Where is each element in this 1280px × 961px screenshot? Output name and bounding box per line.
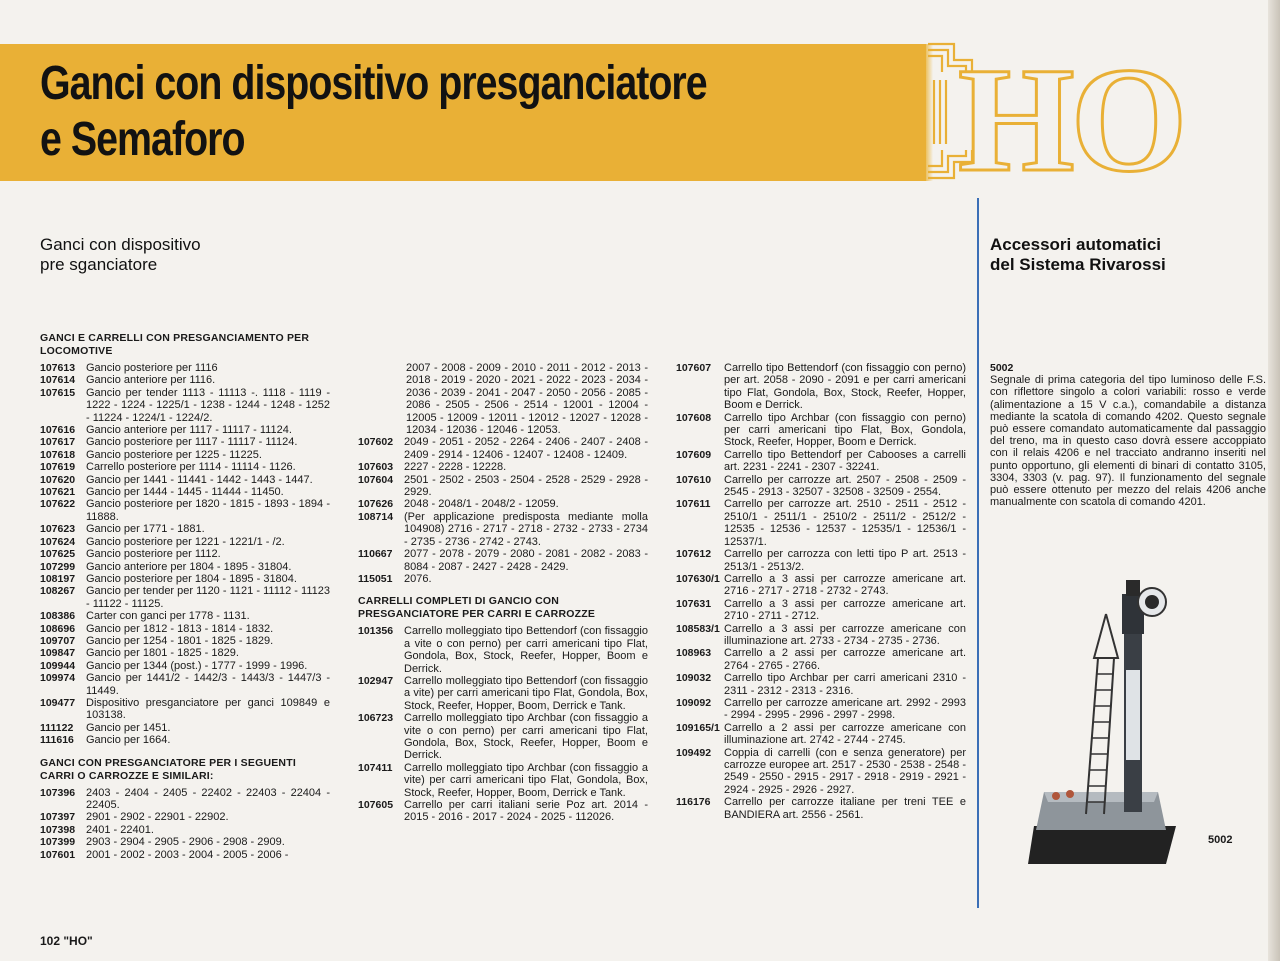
parts-entry	[40, 374, 330, 386]
parts-entry	[358, 461, 648, 473]
part-code: 107613	[40, 362, 76, 374]
part-code: 107631	[676, 597, 712, 610]
part-code: 107612	[676, 548, 712, 561]
part-code: 108583/1	[676, 622, 720, 635]
parts-entry	[676, 697, 966, 722]
parts-entry	[676, 796, 966, 821]
parts-entry	[40, 486, 330, 498]
parts-entry	[358, 498, 648, 510]
part-description: Carrello posteriore per 1114 - 11114 - 1126.	[86, 461, 296, 474]
part-description: Gancio anteriore per 1116.	[86, 374, 216, 387]
part-description: Carrello molleggiato tipo Bettendorf (con fissaggio a vite o con perno) per carri americani tipo Flat, Gondola, Box, Stock, Reefer, Hopper, Boom e Derrick.	[404, 625, 648, 675]
parts-entry	[358, 573, 648, 585]
parts-entry	[40, 573, 330, 585]
part-code: 107603	[358, 461, 394, 474]
signal-illustration	[1026, 574, 1176, 874]
part-description: Gancio per 1441/2 - 1442/3 - 1443/3 - 1447/3 - 11449.	[86, 672, 330, 697]
parts-entry	[40, 623, 330, 635]
part-code: 101356	[358, 625, 394, 638]
part-code: 107605	[358, 799, 394, 811]
parts-entry	[40, 672, 330, 697]
parts-entry	[40, 424, 330, 436]
part-description: Gancio per 1664.	[86, 734, 171, 747]
part-code: 107610	[676, 473, 712, 486]
part-description: 2076.	[404, 572, 432, 585]
part-description: Gancio per 1771 - 1881.	[86, 523, 205, 536]
part-code: 107611	[676, 498, 711, 511]
part-code: 109032	[676, 672, 712, 685]
section-heading-carri: GANCI CON PRESGANCIATORE PER I SEGUENTI CARRI O CARROZZE E SIMILARI:	[40, 756, 296, 782]
part-description: Carrello per carrozze americane art. 2992 - 2993 - 2994 - 2995 - 2996 - 2997 - 2998.	[724, 696, 966, 722]
part-description: Coppia di carrelli (con e senza generatore) per carrozze europee art. 2517 - 2530 - 2538 - 2548 - 2549 - 2550 - 2915 - 2917 - 2918 - 2919 - 2921 - 2924 - 2925 - 2926 - 2927.	[724, 746, 966, 796]
parts-entry	[40, 722, 330, 734]
parts-entry	[676, 362, 966, 412]
left-heading	[40, 235, 201, 275]
title-line-1: Ganci con dispositivo presganciatore	[40, 57, 707, 110]
part-code: 110667	[358, 548, 393, 561]
middle-parts-list-2	[358, 625, 648, 824]
part-code: 107615	[40, 386, 76, 399]
part-description: Carrello per carri italiani serie Poz art. 2014 - 2015 - 2016 - 2017 - 2024 - 2025 - 112026.	[404, 799, 648, 824]
part-code: 109944	[40, 659, 76, 672]
parts-entry	[40, 824, 330, 836]
part-description: Gancio posteriore per 1116	[86, 362, 218, 374]
parts-entry	[676, 474, 966, 499]
parts-entry	[40, 811, 330, 823]
parts-entry	[40, 548, 330, 560]
part-description: Dispositivo presganciatore per ganci 109849 e 103138.	[86, 696, 330, 722]
parts-entry	[358, 511, 648, 548]
part-description: Carrello a 2 assi per carrozze americane con illuminazione art. 2742 - 2744 - 2745.	[724, 721, 966, 747]
part-description: Gancio posteriore per 1117 - 11117 - 11124.	[86, 436, 298, 449]
parts-entry	[40, 523, 330, 535]
part-code: 107607	[676, 362, 712, 374]
part-description: Carrello per carrozze italiane per treni TEE e BANDIERA art. 2556 - 2561.	[724, 796, 966, 821]
part-description: Carrello per carrozze art. 2510 - 2511 - 2512 - 2510/1 - 2511/1 - 2510/2 - 2511/2 - 2512/2 - 12535 - 12536 - 12537 - 12535/1 - 12536/1 - 12537/1.	[724, 498, 966, 548]
part-description: 2901 - 2902 - 22901 - 22902.	[86, 811, 229, 824]
left-parts-list-1	[40, 362, 330, 747]
part-description: Carrello per carrozza con letti tipo P art. 2513 - 2513/1 - 2513/2.	[724, 548, 966, 573]
part-code: 108267	[40, 585, 76, 598]
accessory-description: Segnale di prima categoria del tipo luminoso delle F.S. con riflettore singolo a colori variabili: rosso e verde (alimentazione a 15 V c.a.), comandabile a distanza mediante la scatola di comando 4202. Questo segnale può essere comandato automaticamente dal passaggio del treno, ma in questo caso dovrà essere accoppiato con il relais 4206 e nel tracciato andranno inseriti nel punto opportuno, gli elementi di binari di contatto 3105, 3304, 3303 (v. pag. 97). Il funzionamento del segnale può essere ottenuto per mezzo del relais 4206 anche manualmente con scatola di comando 4201.	[990, 374, 1266, 509]
part-code: 107618	[40, 448, 76, 461]
parts-entry	[676, 498, 966, 548]
parts-entry	[358, 474, 648, 499]
part-code: 107398	[40, 823, 76, 836]
part-code: 107399	[40, 836, 76, 849]
illustration-caption: 5002	[1208, 834, 1233, 846]
part-code: 106723	[358, 712, 394, 725]
part-description: Carrello molleggiato tipo Archbar (con fissaggio a vite) per carri americani tipo Flat, Gondola, Box, Stock, Reefer, Hopper, Boom, Derrick e Tank.	[404, 761, 648, 799]
parts-entry	[358, 762, 648, 799]
part-description: Carter con ganci per 1778 - 1131.	[86, 610, 250, 623]
parts-entry	[40, 362, 330, 374]
parts-entry	[676, 573, 966, 598]
part-description: Gancio per 1451.	[86, 721, 171, 734]
ho-logo-text: HO	[958, 40, 1184, 182]
right-column	[676, 362, 966, 821]
part-code: 107625	[40, 548, 76, 561]
parts-entry	[40, 536, 330, 548]
part-description: (Per applicazione predisposta mediante molla 104908) 2716 - 2717 - 2718 - 2732 - 2733 - 2734 - 2735 - 2736 - 2742 - 2743.	[404, 510, 648, 548]
page-title	[40, 56, 707, 168]
part-code: 107299	[40, 560, 76, 573]
column-divider	[977, 198, 979, 908]
parts-entry	[358, 548, 648, 573]
part-description: Carrello a 3 assi per carrozze americane art. 2710 - 2711 - 2712.	[724, 597, 966, 623]
part-description: Carrello tipo Bettendorf (con fissaggio con perno) per art. 2058 - 2090 - 2091 e per carri americani tipo Flat, Gondola, Box, Stock, Reefer, Hopper, Boom e Derrick.	[724, 362, 966, 412]
part-description: Gancio anteriore per 1117 - 11117 - 11124.	[86, 424, 292, 437]
part-description: Gancio per tender per 1120 - 1121 - 11112 - 11123 - 11122 - 11125.	[86, 585, 330, 610]
part-code: 107624	[40, 535, 76, 548]
accessory-heading-line-1: Accessori automatici	[990, 235, 1162, 254]
parts-entry	[40, 498, 330, 523]
part-code: 107604	[358, 473, 394, 486]
part-code: 109707	[40, 634, 76, 647]
section-heading-locomotive: GANCI E CARRELLI CON PRESGANCIAMENTO PER LOCOMOTIVE	[40, 332, 310, 357]
parts-entry	[676, 598, 966, 623]
parts-entry	[40, 734, 330, 746]
part-code: 109492	[676, 746, 712, 759]
part-code: 107626	[358, 498, 394, 511]
part-code: 107623	[40, 523, 76, 536]
part-code: 115051	[358, 572, 393, 585]
parts-entry	[40, 449, 330, 461]
part-code: 111122	[40, 721, 74, 734]
part-code: 107614	[40, 374, 76, 387]
part-description: 2903 - 2904 - 2905 - 2906 - 2908 - 2909.	[86, 836, 285, 849]
part-description: 2001 - 2002 - 2003 - 2004 - 2005 - 2006 -	[86, 848, 289, 861]
part-description: Carrello a 3 assi per carrozze americane con illuminazione art. 2733 - 2734 - 2735 - 2736.	[724, 622, 966, 647]
part-code: 107609	[676, 448, 712, 461]
part-description: 2403 - 2404 - 2405 - 22402 - 22403 - 22404 - 22405.	[86, 786, 330, 811]
section-heading-carrelli: CARRELLI COMPLETI DI GANCIO CON PRESGANCIATORE PER CARRI E CARROZZE	[358, 595, 596, 621]
part-code: 107616	[40, 424, 76, 437]
part-description: Carrello tipo Archbar per carri americani 2310 - 2311 - 2312 - 2313 - 2316.	[724, 672, 966, 697]
part-code: 108963	[676, 647, 712, 660]
part-code: 109165/1	[676, 721, 720, 734]
part-description: Gancio posteriore per 1112.	[86, 548, 221, 561]
part-description: Gancio per 1812 - 1813 - 1814 - 1832.	[86, 622, 274, 635]
part-code: 109477	[40, 696, 76, 709]
parts-entry	[40, 635, 330, 647]
part-code: 107617	[40, 436, 76, 449]
left-heading-line-2: pre sganciatore	[40, 255, 158, 274]
right-parts-list	[676, 362, 966, 821]
title-line-2: e Semaforo	[40, 113, 245, 166]
parts-entry	[676, 722, 966, 747]
part-description: Gancio per 1344 (post.) - 1777 - 1999 - 1996.	[86, 659, 308, 672]
accessory-code: 5002	[990, 362, 1014, 374]
part-code: 107602	[358, 436, 394, 449]
part-code: 107619	[40, 461, 76, 474]
page-number: 102 "HO"	[40, 934, 93, 948]
part-code: 107621	[40, 486, 76, 499]
part-description: 2048 - 2048/1 - 2048/2 - 12059.	[404, 498, 559, 511]
part-code: 102947	[358, 674, 394, 687]
part-code: 107620	[40, 473, 76, 486]
parts-entry	[358, 625, 648, 675]
part-description: Gancio posteriore per 1221 - 1221/1 - /2.	[86, 535, 285, 548]
part-description: Carrello a 2 assi per carrozze americane art. 2764 - 2765 - 2766.	[724, 647, 966, 672]
parts-entry	[40, 697, 330, 722]
parts-entry	[358, 712, 648, 762]
part-code: 107630/1	[676, 572, 720, 585]
middle-column	[358, 362, 648, 824]
parts-entry	[40, 436, 330, 448]
part-description: Carrello molleggiato tipo Archbar (con fissaggio a vite o con perno) per carri americani tipo Flat, Gondola, Box, Stock, Reefer, Hopper, Boom e Derrick.	[404, 712, 648, 762]
part-code: 111616	[40, 734, 74, 747]
part-code: 108714	[358, 510, 394, 523]
part-description: 2049 - 2051 - 2052 - 2264 - 2406 - 2407 - 2408 - 2409 - 2914 - 12406 - 12407 - 12408 - 12409.	[404, 436, 648, 461]
parts-entry	[40, 660, 330, 672]
part-description: 2501 - 2502 - 2503 - 2504 - 2528 - 2529 - 2928 - 2929.	[404, 473, 648, 499]
parts-entry	[676, 548, 966, 573]
parts-entry	[40, 787, 330, 812]
ho-logo	[926, 40, 1276, 182]
parts-entry	[40, 836, 330, 848]
parts-entry	[40, 561, 330, 573]
part-code: 107396	[40, 786, 76, 799]
part-code: 109974	[40, 672, 76, 685]
part-description: Gancio per tender 1113 - 11113 -. 1118 - 1119 - 1222 - 1224 - 1225/1 - 1238 - 1244 - 1248 - 1252 - 11224 - 1224/1 - 1224/2.	[86, 386, 330, 424]
parts-entry	[40, 610, 330, 622]
part-code: 109847	[40, 647, 76, 660]
part-description: Gancio per 1801 - 1825 - 1829.	[86, 647, 239, 660]
parts-entry	[676, 623, 966, 648]
part-code: 107622	[40, 498, 76, 511]
part-code: 107601	[40, 848, 76, 861]
left-column	[40, 332, 330, 861]
parts-entry	[358, 675, 648, 712]
parts-entry	[40, 387, 330, 424]
part-description: Gancio per 1444 - 1445 - 11444 - 11450.	[86, 486, 284, 499]
part-description: Gancio posteriore per 1225 - 11225.	[86, 448, 262, 461]
parts-entry	[676, 412, 966, 449]
accessory-heading	[990, 235, 1166, 275]
part-code: 108696	[40, 622, 76, 635]
parts-entry	[676, 747, 966, 797]
part-description: Gancio posteriore per 1804 - 1895 - 31804.	[86, 572, 297, 585]
continuation-text: 2007 - 2008 - 2009 - 2010 - 2011 - 2012 - 2013 - 2018 - 2019 - 2020 - 2021 - 2022 - 2023 - 2034 - 2036 - 2039 - 2041 - 2047 - 2050 - 2056 - 2085 - 2086 - 2505 - 2506 - 2514 - 12001 - 12004 - 12005 - 12009 - 12011 - 12012 - 12027 - 12028 - 12034 - 12036 - 12046 - 12053.	[406, 362, 648, 437]
parts-entry	[358, 436, 648, 461]
part-code: 108386	[40, 610, 76, 623]
part-code: 109092	[676, 696, 712, 709]
parts-entry	[676, 647, 966, 672]
middle-parts-list-1	[358, 436, 648, 585]
parts-entry	[40, 585, 330, 610]
part-code: 107397	[40, 811, 76, 824]
part-description: Gancio per 1254 - 1801 - 1825 - 1829.	[86, 634, 274, 647]
part-description: Carrello per carrozze art. 2507 - 2508 - 2509 - 2545 - 2913 - 32507 - 32508 - 32509 - 2554.	[724, 473, 966, 499]
part-description: Gancio per 1441 - 11441 - 1442 - 1443 - 1447.	[86, 473, 313, 486]
part-code: 107411	[358, 761, 393, 774]
accessory-block	[990, 362, 1266, 508]
part-code: 116176	[676, 796, 711, 809]
part-code: 108197	[40, 572, 76, 585]
accessory-heading-line-2: del Sistema Rivarossi	[990, 255, 1166, 274]
part-description: Carrello tipo Bettendorf per Cabooses a carrelli art. 2231 - 2241 - 2307 - 32241.	[724, 448, 966, 474]
part-code: 107608	[676, 411, 712, 424]
parts-entry	[358, 799, 648, 824]
left-heading-line-1: Ganci con dispositivo	[40, 235, 201, 254]
parts-entry	[676, 672, 966, 697]
part-description: Gancio anteriore per 1804 - 1895 - 31804.	[86, 560, 292, 573]
part-description: Carrello molleggiato tipo Bettendorf (con fissaggio a vite) per carri americani tipo Flat, Gondola, Box, Stock, Reefer, Hopper, Boom, Derrick e Tank.	[404, 674, 648, 712]
part-description: Carrello tipo Archbar (con fissaggio con perno) per carri americani tipo Flat, Box, Gondola, Stock, Reefer, Hopper, Boom e Derrick.	[724, 411, 966, 449]
part-description: Gancio posteriore per 1820 - 1815 - 1893 - 1894 - 11888.	[86, 498, 330, 523]
parts-entry	[676, 449, 966, 474]
part-description: 2077 - 2078 - 2079 - 2080 - 2081 - 2082 - 2083 - 8084 - 2087 - 2427 - 2428 - 2429.	[404, 548, 648, 573]
parts-entry	[40, 474, 330, 486]
part-description: 2227 - 2228 - 12228.	[404, 461, 507, 474]
part-description: 2401 - 22401.	[86, 823, 154, 836]
parts-entry	[40, 647, 330, 659]
left-parts-list-2	[40, 787, 330, 861]
parts-entry	[40, 849, 330, 861]
part-description: Carrello a 3 assi per carrozze americane art. 2716 - 2717 - 2718 - 2732 - 2743.	[724, 572, 966, 598]
parts-entry	[40, 461, 330, 473]
